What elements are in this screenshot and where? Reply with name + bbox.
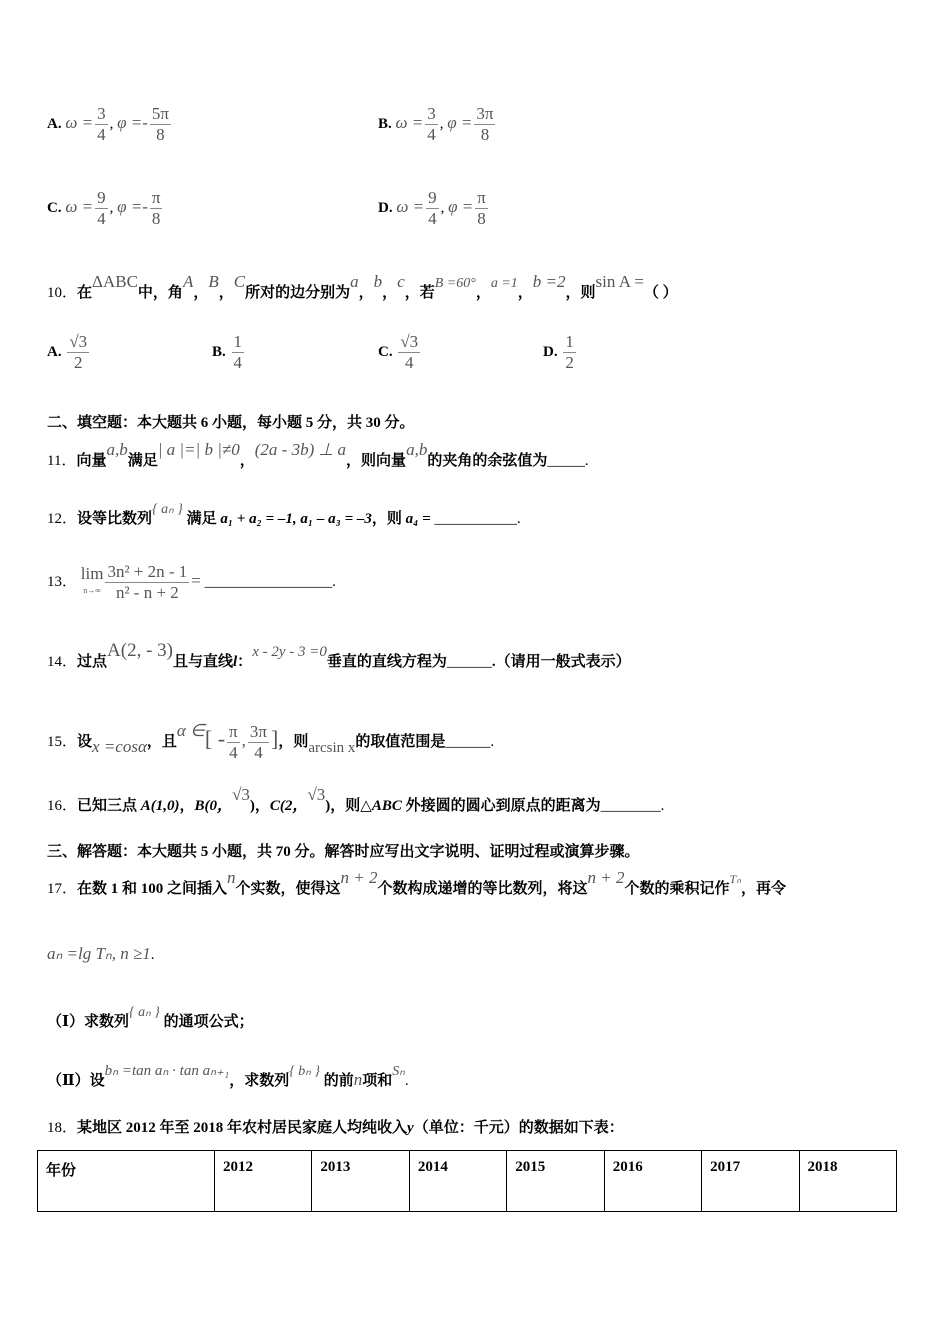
table-cell: 2017	[702, 1151, 799, 1212]
table-cell: 2012	[215, 1151, 312, 1212]
limit-operator: lim n→∞	[80, 564, 104, 595]
section-heading-solutions: 三、解答题：本大题共 5 小题，共 70 分。解答时应写出文字说明、证明过程或演算步骤。	[47, 844, 640, 860]
omega-expr: ω =	[65, 112, 94, 132]
fraction: $\frac{\pi}{8}$	[477, 188, 486, 228]
answer-blank[interactable]: ___________	[434, 511, 517, 527]
option-label: D.	[378, 199, 393, 216]
option-label: A.	[47, 115, 62, 132]
question-10: 10．在ΔABC中，角A，B，C所对的边分别为a，b，c，若B =60°，a =1，b =2，则sin A =（ ）	[47, 272, 678, 301]
table-cell: 2016	[604, 1151, 701, 1212]
table-cell: 2018	[799, 1151, 896, 1212]
fraction: $\frac{\pi}{8}$	[151, 188, 161, 228]
option-label: C.	[47, 199, 62, 216]
answer-blank[interactable]: _____	[547, 453, 585, 469]
q10-option-a: A. $\frac{√3}{2}$	[47, 332, 88, 372]
omega-expr: ω =	[65, 196, 94, 216]
q10-option-b: B. $\frac{1}{4}$	[212, 332, 243, 372]
phi-expr: φ =	[447, 112, 473, 132]
question-16: 16．已知三点 A(1,0)，B(0，√3)，C(2，√3)，则△ABC 外接圆的圆心到原点的距离为________.	[47, 785, 665, 814]
question-14: 14．过点A(2, - 3)且与直线l：x - 2y - 3 =0垂直的直线方程为______.（请用一般式表示）	[47, 640, 631, 670]
section-heading-fill-in: 二、填空题：本大题共 6 小题，每小题 5 分，共 30 分。	[47, 415, 415, 431]
table-row	[38, 1151, 897, 1212]
fraction: $\frac{√3}{2}$	[69, 332, 88, 372]
answer-blank[interactable]: ______	[445, 733, 491, 750]
fraction: $\frac{3\pi}{8}$	[476, 104, 494, 144]
fraction: $\frac{5\pi}{8}$	[151, 104, 169, 144]
fraction: $\frac{9}{4}$	[428, 188, 437, 228]
question-11: 11．向量a,b满足| a |=| b |≠0，(2a - 3b) ⊥ a，则向量a,b的夹角的余弦值为_____.	[47, 440, 589, 469]
income-table	[37, 1150, 897, 1212]
table-cell: 2015	[507, 1151, 604, 1212]
omega-expr: ω =	[396, 196, 425, 216]
table-cell: 2013	[312, 1151, 409, 1212]
fraction: $\frac{3}{4}$	[427, 104, 436, 144]
question-17: 17．在数 1 和 100 之间插入n个实数，使得这n + 2个数构成递增的等比数列，将这n + 2个数的乘积记作$^{T_n}$，再令	[47, 868, 787, 897]
option-d: D. ω = $\frac{9}{4}$ , φ = $\frac{\pi}{8}$	[378, 188, 486, 228]
phi-expr: φ =-	[117, 112, 148, 132]
fraction: $\frac{1}{4}$	[233, 332, 243, 372]
option-label: B.	[378, 115, 392, 132]
omega-expr: ω =	[395, 112, 424, 132]
q17-part-2: （Ⅱ）设bₙ =tan aₙ · tan aₙ₊₁，求数列{ bₙ } 的前n项和Sₙ.	[47, 1063, 409, 1089]
q17-part-1: （Ⅰ）求数列{ aₙ } 的通项公式；	[47, 1005, 254, 1030]
table-header-year: 年份	[38, 1151, 215, 1212]
q10-option-c: C. $\frac{√3}{4}$	[378, 332, 419, 372]
fraction: $\frac{√3}{4}$	[400, 332, 419, 372]
phi-expr: φ =-	[117, 196, 148, 216]
q17-definition: aₙ =lg Tₙ, n ≥1.	[47, 944, 155, 963]
question-18: 18．某地区 2012 年至 2018 年农村居民家庭人均纯收入y（单位：千元）的数据如下表：	[47, 1120, 624, 1136]
question-12: 12．设等比数列{ aₙ } 满足 a₁ + a₂ = –1, a₁ – a₃ = –3，则 a₄ = ___________.	[47, 502, 521, 527]
question-15: 15．设x =cosα，且α ∈[ - $\frac{\pi}{4}$ , $\frac{3\pi}{4}$ ]，则arcsin x的取值范围是______.	[47, 720, 495, 762]
fraction: $\frac{1}{2}$	[565, 332, 574, 372]
answer-blank[interactable]: _________________	[204, 573, 333, 590]
option-b: B. ω = $\frac{3}{4}$ , φ = $\frac{3\pi}{8}$	[378, 104, 494, 144]
answer-blank[interactable]: ________	[600, 798, 661, 814]
table-cell: 2014	[409, 1151, 506, 1212]
fraction: $\frac{9}{4}$	[97, 188, 106, 228]
answer-blank[interactable]: ______	[446, 654, 492, 670]
option-a: A. ω = $\frac{3}{4}$ , φ =- $\frac{5\pi}{8}$	[47, 104, 169, 144]
question-13: 13． lim n→∞ $\frac{\text{3n² + 2n - 1}}{\text{n² - n + 2}}$ = _________________.	[47, 562, 336, 602]
fraction: $\frac{3}{4}$	[97, 104, 106, 144]
fraction: $\frac{\text{3n² + 2n - 1}}{\text{n² - n + 2}}$	[107, 562, 188, 602]
q10-option-d: D. $\frac{1}{2}$	[543, 332, 574, 372]
phi-expr: φ =	[448, 196, 474, 216]
option-c: C. ω = $\frac{9}{4}$ , φ =- $\frac{\pi}{8}$	[47, 188, 161, 228]
